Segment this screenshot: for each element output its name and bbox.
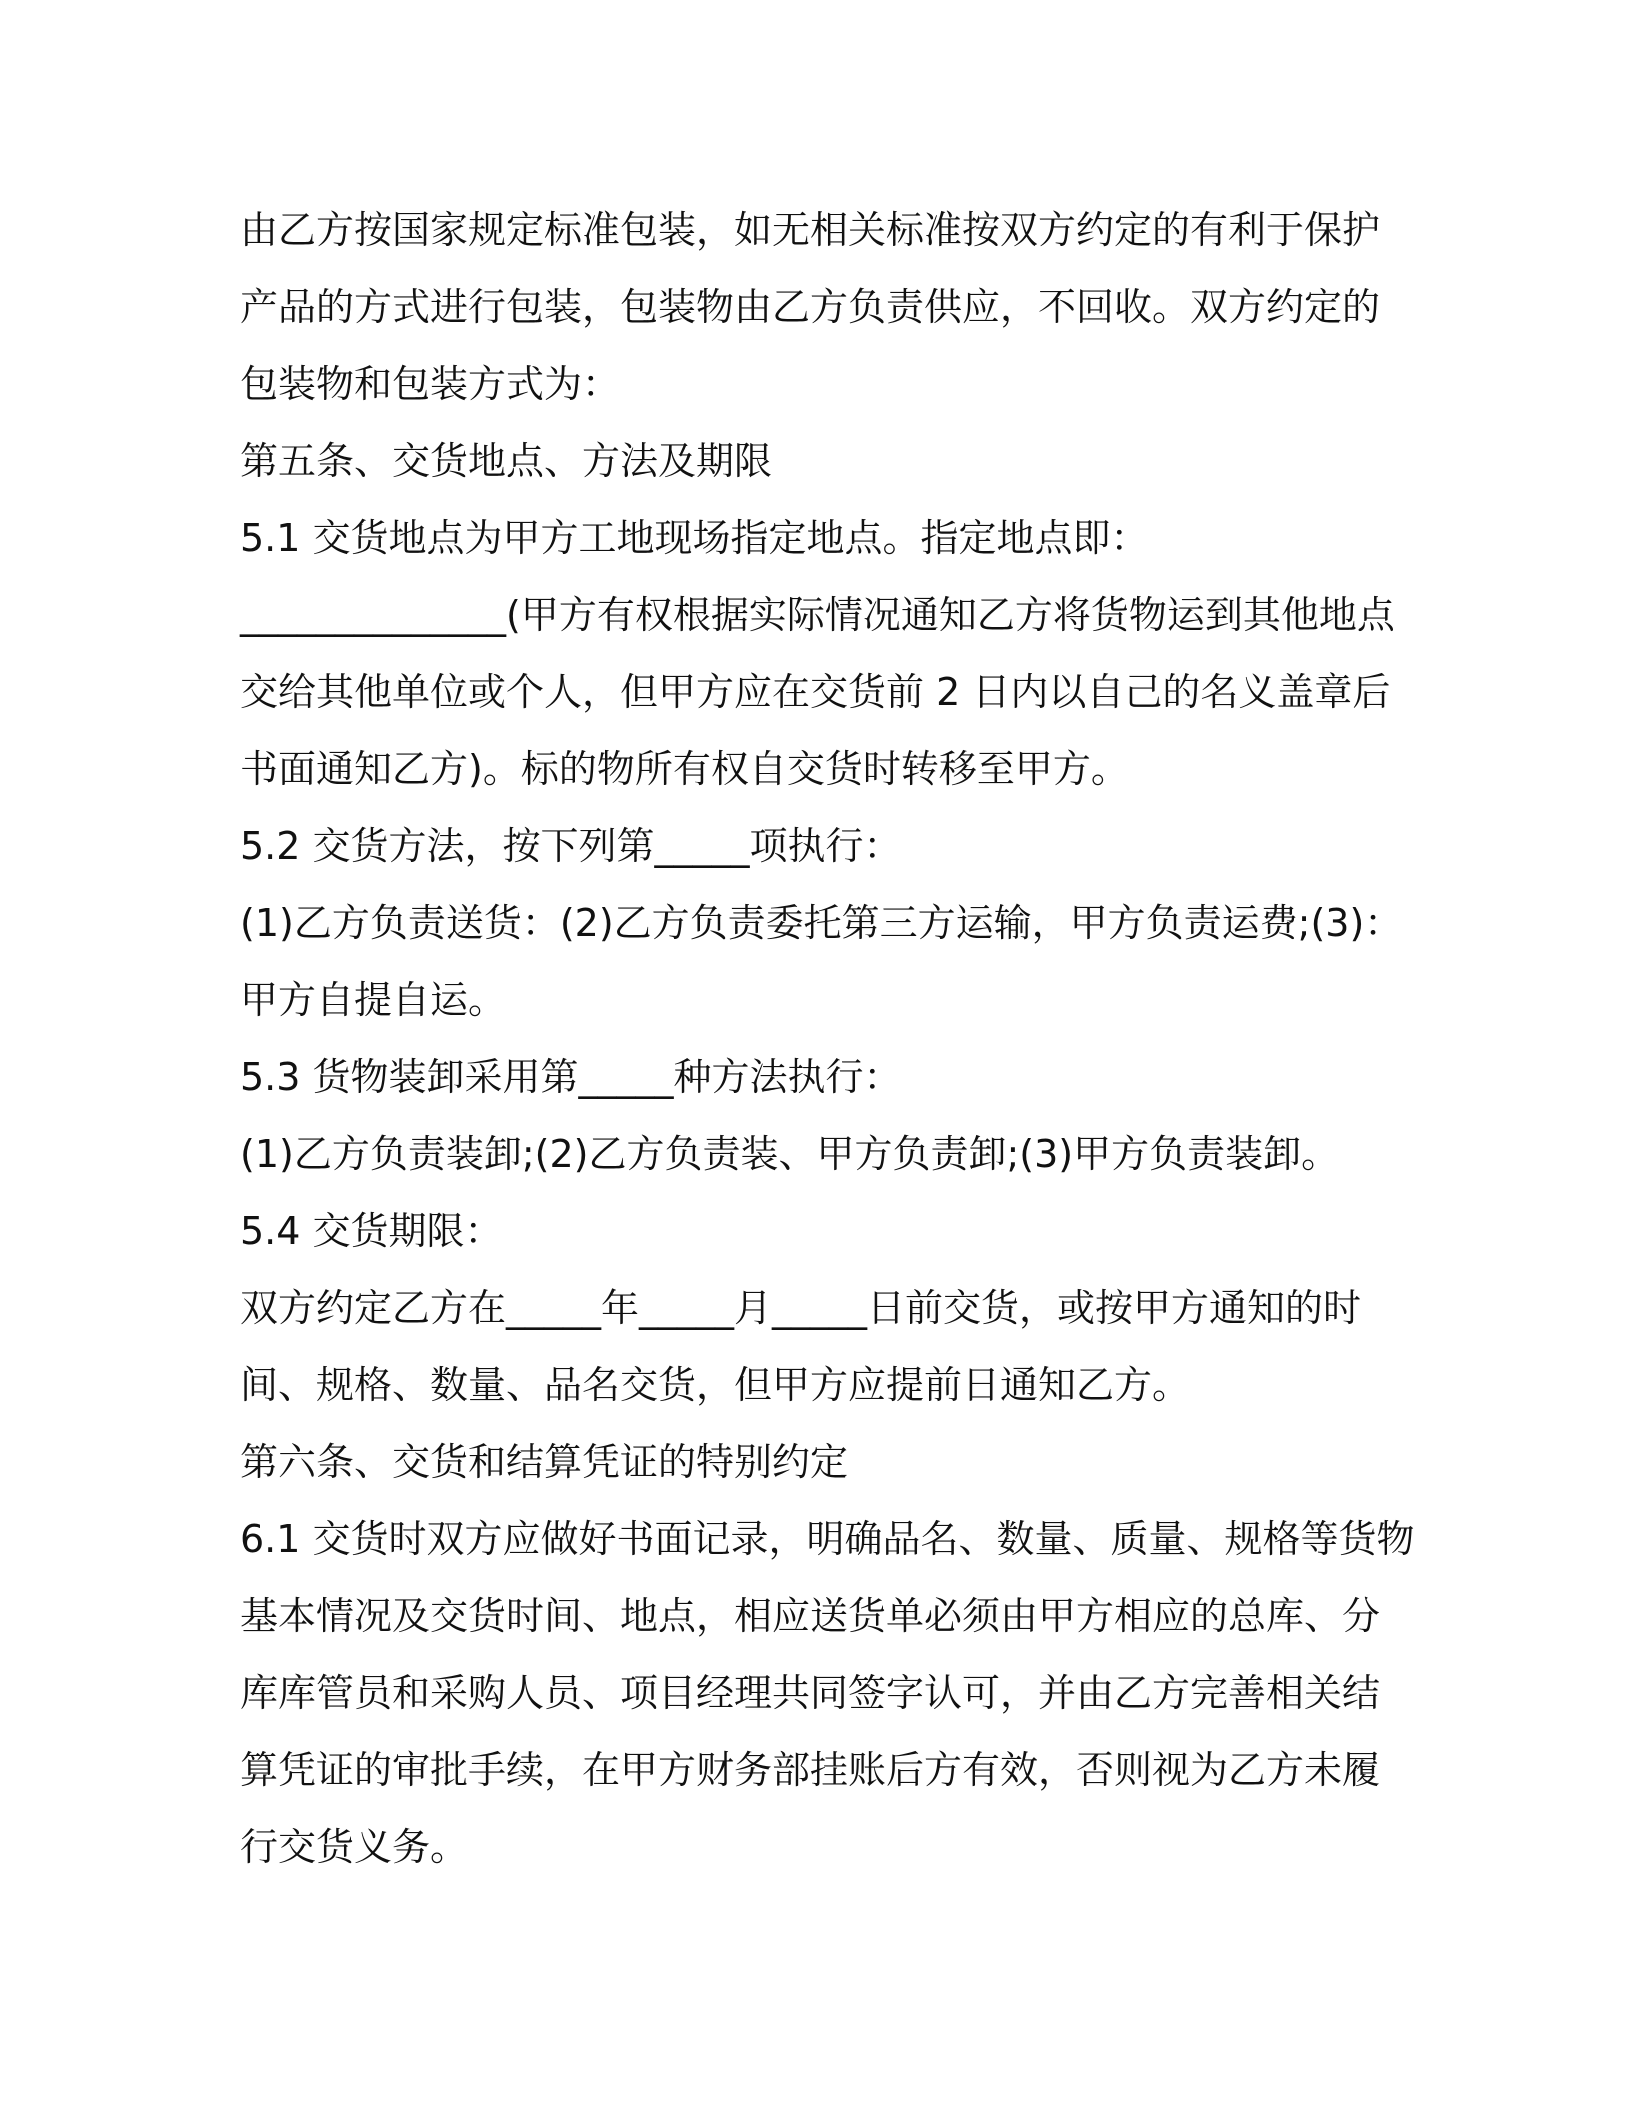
paragraph-line: 双方约定乙方在_____年_____月_____日前交货，或按甲方通知的时 — [240, 1286, 1362, 1330]
clause-6-1: 6.1 交货时双方应做好书面记录，明确品名、数量、质量、规格等货物 — [240, 1517, 1415, 1561]
paragraph-line: 书面通知乙方)。标的物所有权自交货时转移至甲方。 — [240, 747, 1129, 791]
clause-5-4: 5.4 交货期限： — [240, 1209, 503, 1253]
paragraph-line: 基本情况及交货时间、地点，相应送货单必须由甲方相应的总库、分 — [240, 1594, 1381, 1638]
paragraph-line: 库库管员和采购人员、项目经理共同签字认可，并由乙方完善相关结 — [240, 1671, 1381, 1715]
paragraph-line: 算凭证的审批手续，在甲方财务部挂账后方有效，否则视为乙方未履 — [240, 1748, 1381, 1792]
clause-5-3: 5.3 货物装卸采用第_____种方法执行： — [240, 1055, 902, 1099]
paragraph-line: ______________(甲方有权根据实际情况通知乙方将货物运到其他地点 — [240, 593, 1395, 637]
paragraph-line: 间、规格、数量、品名交货，但甲方应提前日通知乙方。 — [240, 1363, 1191, 1407]
paragraph-line: 交给其他单位或个人，但甲方应在交货前 2 日内以自己的名义盖章后 — [240, 670, 1391, 714]
paragraph-line: (1)乙方负责装卸;(2)乙方负责装、甲方负责卸;(3)甲方负责装卸。 — [240, 1132, 1340, 1176]
section-heading-article-6: 第六条、交货和结算凭证的特别约定 — [240, 1440, 849, 1484]
document-body — [240, 192, 1415, 1886]
clause-5-1: 5.1 交货地点为甲方工地现场指定地点。指定地点即： — [240, 516, 1149, 560]
paragraph-line: (1)乙方负责送货：(2)乙方负责委托第三方运输，甲方负责运费;(3)： — [240, 901, 1403, 945]
paragraph-line: 包装物和包装方式为： — [240, 362, 621, 406]
section-heading-article-5: 第五条、交货地点、方法及期限 — [240, 439, 773, 483]
paragraph-line: 产品的方式进行包装，包装物由乙方负责供应，不回收。双方约定的 — [240, 285, 1381, 329]
clause-5-2: 5.2 交货方法，按下列第_____项执行： — [240, 824, 902, 868]
paragraph-line: 甲方自提自运。 — [240, 978, 507, 1022]
paragraph-line: 行交货义务。 — [240, 1825, 469, 1869]
paragraph-line: 由乙方按国家规定标准包装，如无相关标准按双方约定的有利于保护 — [240, 208, 1381, 252]
